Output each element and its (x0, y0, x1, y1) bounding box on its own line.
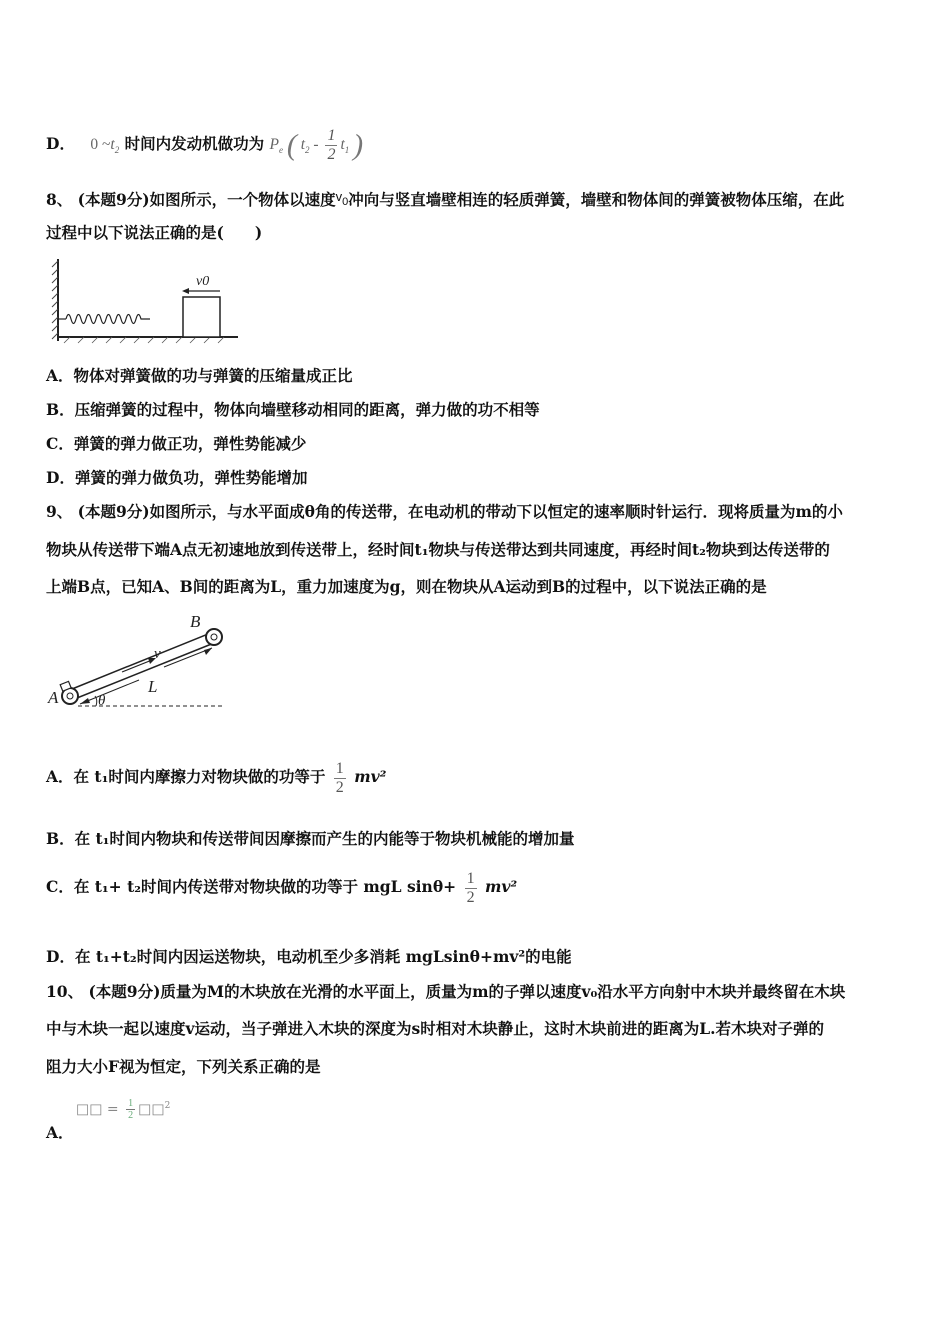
q10-stem-line3: 阻力大小F视为恒定，下列关系正确的是 (46, 1057, 321, 1076)
q8-v0-sub: 0 (342, 196, 349, 208)
q7-option-d-label: D． (46, 134, 75, 154)
q7-option-d (46, 127, 363, 164)
q9-option-d: D．在 t₁+t₂时间内因运送物块，电动机至少多消耗 mgLsinθ+mv²的电能 (46, 947, 572, 966)
q9-option-c: C．在 t₁+ t₂时间内传送带对物块做的功等于 mgL sinθ+ $\frac{1}{2}$ mv² (46, 869, 518, 906)
q9-conveyor-figure (44, 610, 234, 720)
q8-spring-figure (50, 255, 240, 347)
q8-option-c: C．弹簧的弹力做正功，弹性势能减少 (46, 434, 307, 453)
q10-option-a-formula: □□ = $\frac{1}{2}$ □□$^2$ (76, 1098, 171, 1122)
q9-figure-a: A (48, 688, 59, 707)
q8-option-b: B．压缩弹簧的过程中，物体向墙壁移动相同的距离，弹力做的功不相等 (46, 400, 540, 419)
q9-figure-theta: θ (98, 693, 106, 709)
q7-range: 0 $\sim t_2$ (90, 136, 120, 156)
q8-option-a: A．物体对弹簧做的功与弹簧的压缩量成正比 (46, 366, 353, 385)
q9-figure-l: L (148, 677, 158, 696)
q10-stem-line2: 中与木块一起以速度v运动，当子弹进入木块的深度为s时相对木块静止，这时木块前进的距离为L.若木块对子弹的 (46, 1019, 825, 1038)
q7-option-d-text: 时间内发动机做功为 (124, 134, 265, 154)
q8-stem-line2: 过程中以下说法正确的是( ) (46, 223, 263, 242)
q8-stem-line1: 8、 (本题9分)如图所示，一个物体以速度$^v$0冲向与竖直墙壁相连的轻质弹簧，墙壁和物体间的弹簧被物体压缩，在此 (46, 189, 845, 209)
q9-option-a: A．在 t₁时间内摩擦力对物块做的功等于 $\frac{1}{2}$ mv² (46, 759, 387, 796)
q7-formula: $P_e$ ( $t_2$ - $\frac{1}{2}$ $t_1$ ) (269, 127, 364, 163)
q9-stem-line2: 物块从传送带下端A点无初速地放到传送带上，经时间t₁物块与传送带达到共同速度，再经时间t₂物块到达传送带的 (46, 540, 830, 559)
q9-option-b: B．在 t₁时间内物块和传送带间因摩擦而产生的内能等于物块机械能的增加量 (46, 829, 575, 848)
q9-figure-v: v (154, 646, 161, 662)
q9-stem-line3: 上端B点，已知A、B间的距离为L，重力加速度为g，则在物块从A运动到B的过程中，以下说法正确的是 (46, 577, 767, 596)
q10-stem-line1: 10、 (本题9分)质量为M的木块放在光滑的水平面上，质量为m的子弹以速度v₀沿水平方向射中木块并最终留在木块 (46, 982, 846, 1001)
q9-stem-line1: 9、 (本题9分)如图所示，与水平面成θ角的传送带，在电动机的带动下以恒定的速率顺时针运行．现将质量为m的小 (46, 502, 843, 521)
q9-figure-b: B (190, 612, 201, 631)
q10-option-a-label: A． (46, 1123, 74, 1142)
q8-figure-v0-label: v0 (196, 274, 210, 289)
q8-option-d: D．弹簧的弹力做负功，弹性势能增加 (46, 468, 308, 487)
q8-v0-v: v (335, 189, 343, 204)
